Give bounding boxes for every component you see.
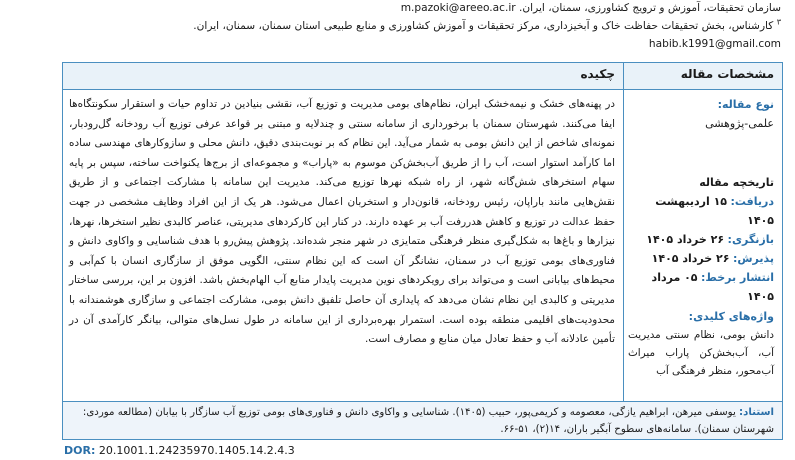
article-history-block [628, 173, 774, 306]
article-box [62, 62, 783, 402]
keywords-value: دانش بومی، نظام سنتی مدیریت آب، آب‌بخش‌کن پاراب میراث آب‌محور، منظر فرهنگی آب [628, 329, 774, 377]
citation-text: یوسفی میرهن، ابراهیم یازگی، معصومه و کریمی‌پور، حبیب (۱۴۰۵). شناسایی و واکاوی دانش و فناوری‌های بومی توزیع آب سازگار با بیابان (مطالعه موردی: شهرستان سمنان). سامانه‌های سطوح آبگیر باران، ۱۴(۲)، ۵۱-۶۶. [82, 407, 774, 435]
affiliation-1-text: سازمان تحقیقات، آموزش و ترویج کشاورزی، سمنان، ایران. [519, 2, 781, 14]
abstract-column [63, 89, 623, 401]
article-type-label: نوع مقاله: [717, 98, 774, 111]
accepted-value: ۲۶ خرداد ۱۴۰۵ [651, 252, 730, 265]
affiliation-line-1 [14, 0, 781, 17]
affiliation-line-3 [14, 36, 781, 53]
doi-label: DOR: [64, 444, 96, 457]
affiliation-2-text: کارشناس، بخش تحقیقات حفاظت خاک و آبخیزداری، مرکز تحقیقات و آموزش کشاورزی و منابع طبیعی استان سمنان، سمنان، ایران. [193, 20, 774, 32]
doi-line [64, 444, 295, 457]
published-value: ۰۵ مرداد ۱۴۰۵ [651, 271, 774, 303]
received-row [628, 192, 774, 230]
article-info-title: مشخصات مقاله [680, 67, 774, 81]
affiliation-2-mark: ۳ [776, 18, 781, 27]
received-label: دریافت: [730, 195, 774, 208]
keywords-block [628, 307, 774, 380]
article-type-block [628, 95, 774, 133]
article-type-value: علمی-پژوهشی [705, 117, 774, 130]
accepted-label: پذیرش: [732, 252, 774, 265]
email-link-2[interactable]: habib.k1991@gmail.com [648, 38, 781, 50]
abstract-header [63, 63, 623, 89]
citation-label: استناد: [739, 407, 774, 418]
citation-box [62, 402, 783, 440]
history-title: تاریخچه مقاله [699, 176, 774, 189]
article-info-column [624, 89, 782, 401]
article-info-header [624, 63, 782, 89]
published-row [628, 268, 774, 306]
revised-value: ۲۶ خرداد ۱۴۰۵ [646, 233, 725, 246]
revised-row [628, 230, 774, 249]
doi-value[interactable]: 20.1001.1.24235970.1405.14.2.4.3 [98, 444, 295, 457]
affiliation-line-2 [14, 18, 781, 35]
accepted-row [628, 249, 774, 268]
keywords-label: واژه‌های کلیدی: [688, 310, 774, 323]
email-link-1[interactable]: m.pazoki@areeo.ac.ir [400, 2, 516, 14]
abstract-text: در پهنه‌های خشک و نیمه‌خشک ایران، نظام‌های بومی مدیریت و توزیع آب، نقشی بنیادین در تداوم حیات و استقرار سکونتگاه‌ها ایفا می‌کنند. شهرستان سمنان با برخورداری از سامانه سنتی و چندلایه و مبتنی بر قواعد عرفی توزیع آب رودخانه گل‌رودبار، نمونه‌ای شاخص از این دانش بومی به شمار می‌آید. این نظام که بر نوبت‌بندی دقیق، دانش محلی و سازوکارهای مهندسی ساده اما کارآمد استوار است، آب را از طریق آب‌بخش‌کن موسوم به «پاراب» و مجموعه‌ای از برج‌ها یکنواخت ساخته، سپس بر پایه سهام استخرهای شش‌گانه شهر، از راه شبکه نهرها توزیع می‌کند. مدیریت این سامانه با مشارکت اجتماعی و از طریق نقش‌هایی مانند باراپان، رئیس رودخانه، قانون‌دار و استخربان اعمال می‌شود. هر یک از این افراد وظایف مشخصی در جهت حفظ عدالت در توزیع و کاهش هدررفت آب بر عهده دارند. در کنار این کارکردهای مدیریتی، عناصر کالبدی نظیر استخرها، نهرها، نیزارها و باغ‌ها به شکل‌گیری منظر فرهنگی متمایزی در شهر منجر شده‌اند. پژوهش پیش‌رو با هدف شناسایی و واکاوی دانش و فناوری‌های بومی توزیع آب در سمنان، نشانگر آن است که این نظام سنتی، الگویی موفق از سازگاری انسان با کم‌آبی و محیط‌های بیابانی است و می‌تواند برای رویکردهای نوین مدیریت پایدار منابع آب الهام‌بخش باشد. افزون بر این، بررسی ساختار مدیریتی و کالبدی این نظام نشان می‌دهد که پایداری آن حاصل تلفیق دانش بومی، مشارکت اجتماعی و سازگاری هوشمندانه با محدودیت‌های اقلیمی منطقه بوده است. استمرار بهره‌برداری از این سامانه در طول نسل‌های متوالی، بیانگر کارآمدی آن در تأمین عادلانه آب و حفظ تعادل میان منابع و مصارف است. [69, 98, 615, 346]
received-value: ۱۵ اردیبهشت ۱۴۰۵ [655, 195, 774, 227]
revised-label: بازنگری: [727, 233, 774, 246]
published-label: انتشار برخط: [701, 271, 774, 284]
abstract-title: چکیده [580, 67, 615, 81]
